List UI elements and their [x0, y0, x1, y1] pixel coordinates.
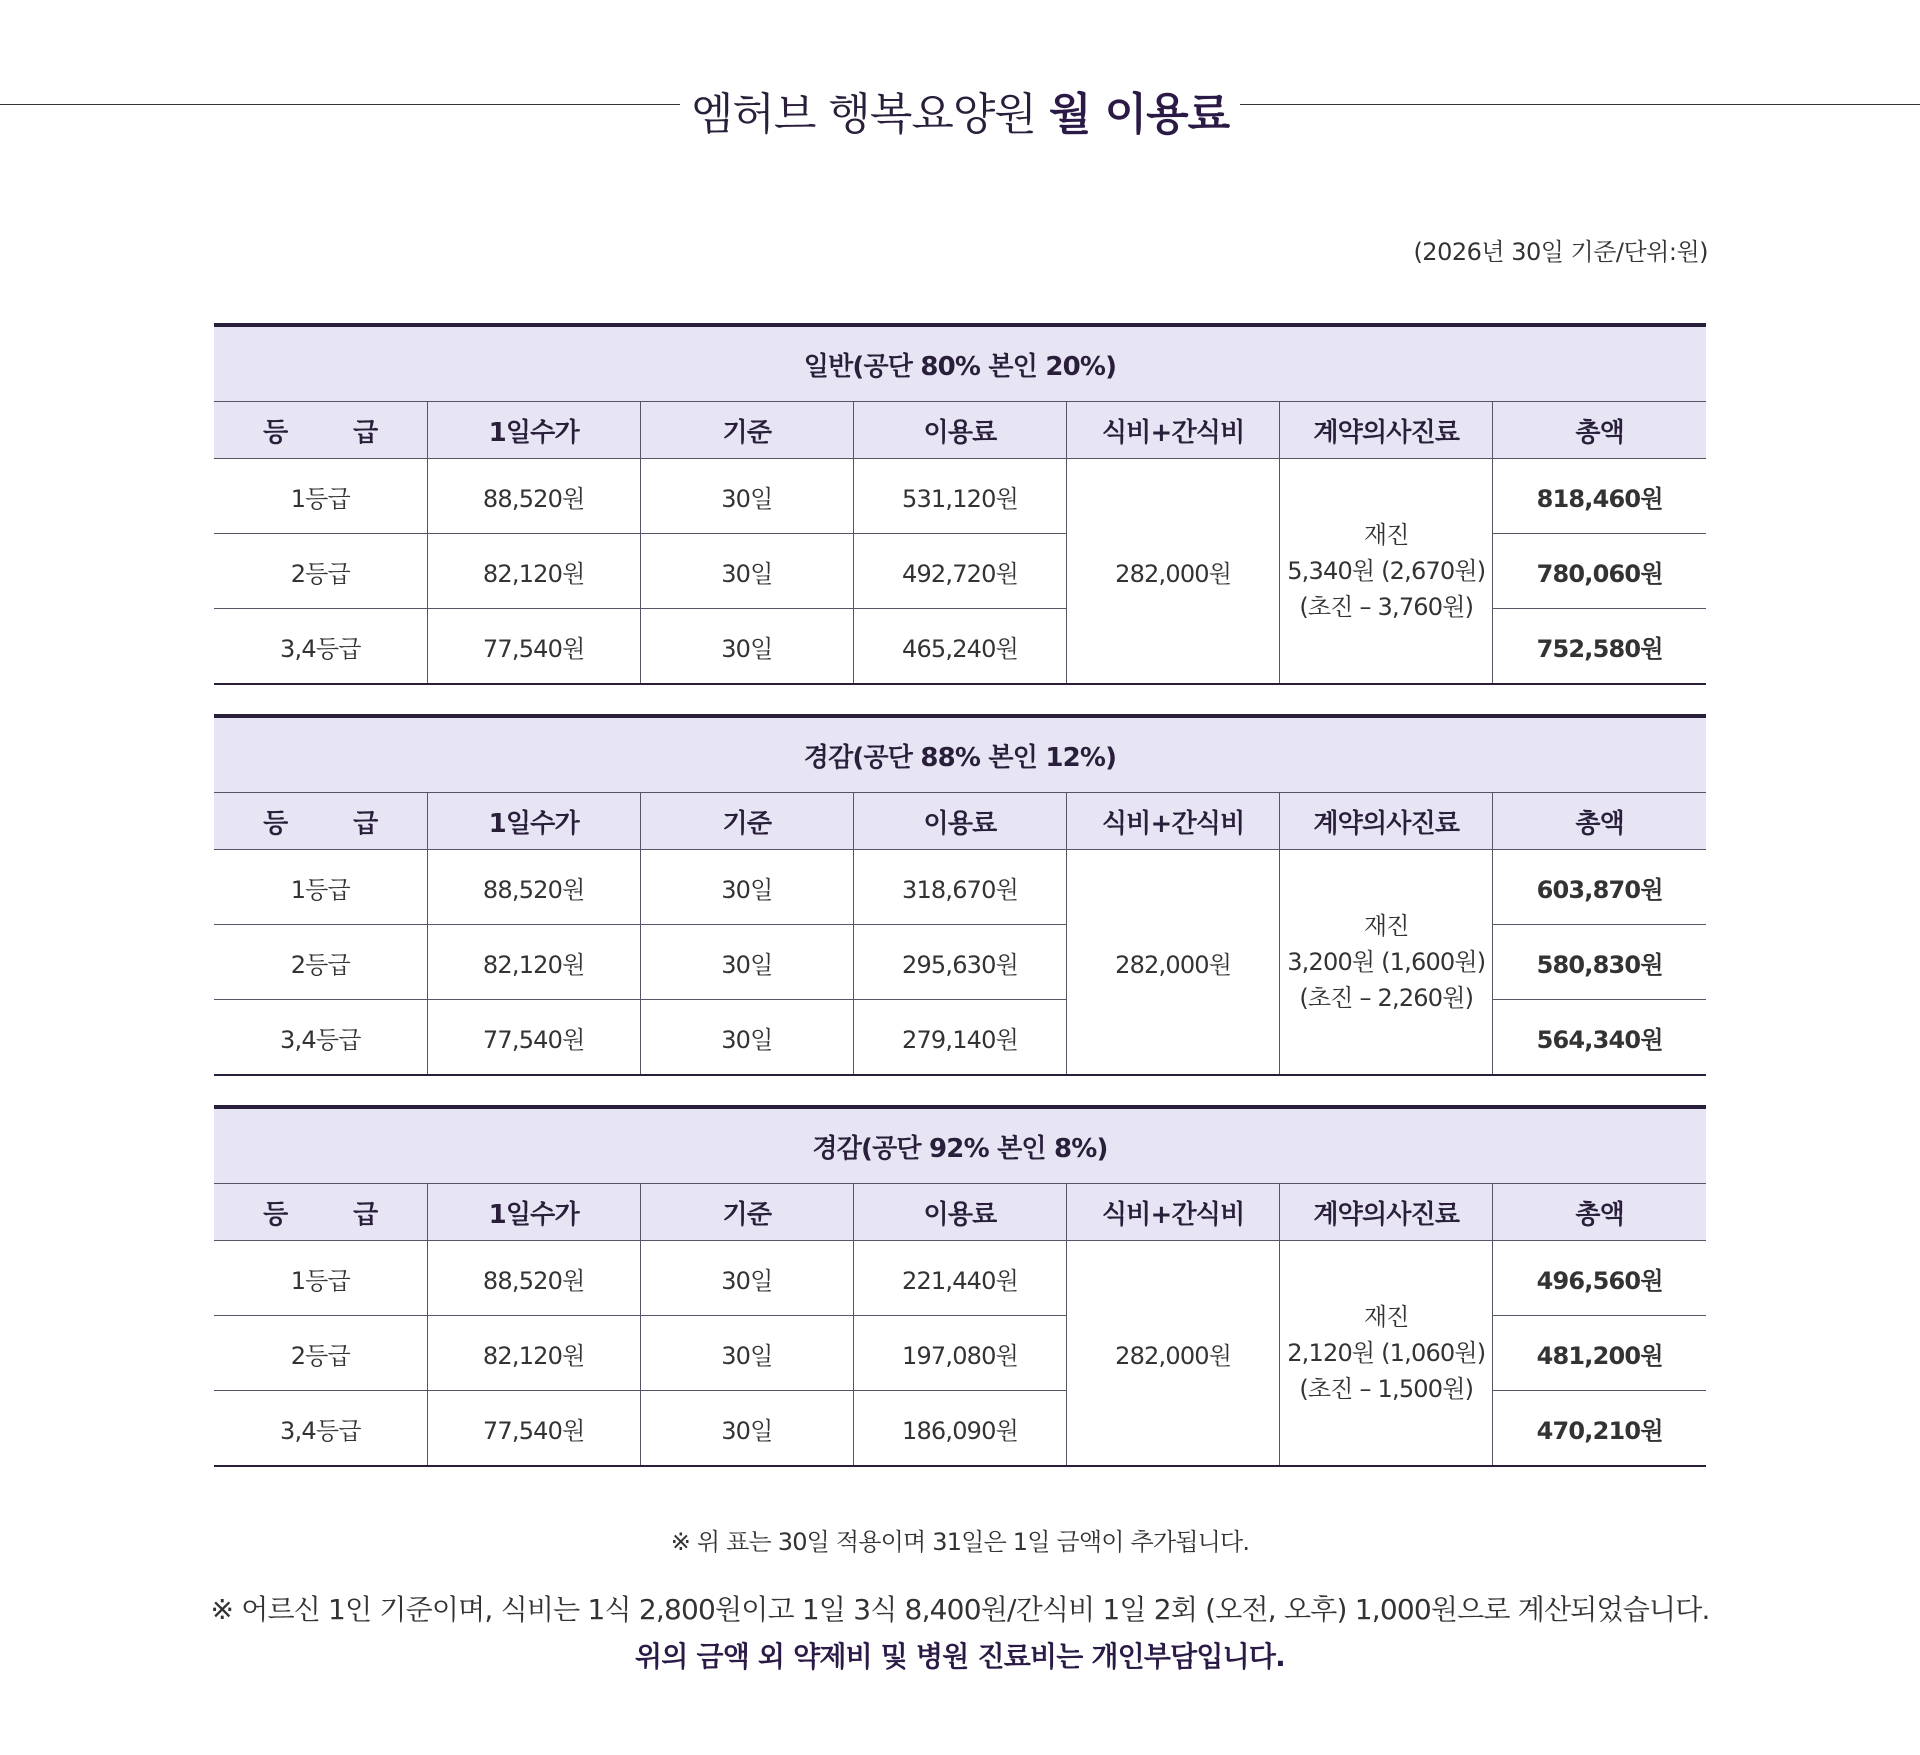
cell-total: 481,200원 [1493, 1316, 1706, 1391]
fee-table-reduced-92 [214, 1105, 1706, 1467]
cell-total: 470,210원 [1493, 1391, 1706, 1467]
table-header-row [214, 793, 1706, 850]
cell-daily: 77,540원 [427, 1391, 640, 1467]
doctor-line-3: (초진 – 3,760원) [1299, 593, 1474, 621]
table-header-row [214, 1184, 1706, 1241]
table-header-row [214, 402, 1706, 459]
col-header-meal: 식비+간식비 [1067, 402, 1280, 459]
col-header-total: 총액 [1493, 1184, 1706, 1241]
table-row [214, 1241, 1706, 1316]
cell-grade: 3,4등급 [214, 1391, 427, 1467]
table-caption: 일반(공단 80% 본인 20%) [214, 325, 1706, 402]
cell-basis: 30일 [640, 609, 853, 685]
cell-total: 496,560원 [1493, 1241, 1706, 1316]
fee-table-general [214, 323, 1706, 685]
cell-fee: 465,240원 [853, 609, 1066, 685]
footnote-31-days: ※ 위 표는 30일 적용이며 31일은 1일 금액이 추가됩니다. [670, 1528, 1250, 1556]
cell-basis: 30일 [640, 1000, 853, 1076]
col-header-daily: 1일수가 [427, 793, 640, 850]
cell-basis: 30일 [640, 1241, 853, 1316]
doctor-line-2: 3,200원 (1,600원) [1287, 948, 1486, 976]
footnote-meal-basis: ※ 어르신 1인 기준이며, 식비는 1식 2,800원이고 1일 3식 8,400원/간식비 1일 2회 (오전, 오후) 1,000원으로 계산되었습니다. [210, 1593, 1710, 1626]
cell-basis: 30일 [640, 459, 853, 534]
cell-grade: 1등급 [214, 1241, 427, 1316]
page-title-facility: 엠허브 행복요양원 [690, 89, 1036, 140]
cell-meal: 282,000원 [1067, 850, 1280, 1076]
doctor-line-3: (초진 – 2,260원) [1299, 984, 1474, 1012]
col-header-doctor: 계약의사진료 [1280, 1184, 1493, 1241]
cell-basis: 30일 [640, 534, 853, 609]
cell-daily: 82,120원 [427, 1316, 640, 1391]
col-header-doctor: 계약의사진료 [1280, 793, 1493, 850]
doctor-line-1: 재진 [1363, 912, 1409, 940]
cell-total: 603,870원 [1493, 850, 1706, 925]
col-header-grade: 등 급 [214, 402, 427, 459]
table-caption: 경감(공단 88% 본인 12%) [214, 716, 1706, 793]
table-row [214, 850, 1706, 925]
cell-daily: 88,520원 [427, 459, 640, 534]
cell-daily: 77,540원 [427, 1000, 640, 1076]
cell-grade: 3,4등급 [214, 609, 427, 685]
cell-grade: 1등급 [214, 459, 427, 534]
col-header-grade: 등 급 [214, 793, 427, 850]
cell-fee: 197,080원 [853, 1316, 1066, 1391]
col-header-daily: 1일수가 [427, 1184, 640, 1241]
col-header-total: 총액 [1493, 793, 1706, 850]
table-caption: 경감(공단 92% 본인 8%) [214, 1107, 1706, 1184]
col-header-grade: 등 급 [214, 1184, 427, 1241]
col-header-basis: 기준 [640, 793, 853, 850]
col-header-basis: 기준 [640, 1184, 853, 1241]
cell-doctor [1280, 850, 1493, 1076]
page-title [0, 78, 1920, 142]
col-header-fee: 이용료 [853, 1184, 1066, 1241]
basis-note: (2026년 30일 기준/단위:원) [1413, 238, 1708, 266]
title-area [0, 70, 1920, 140]
cell-doctor [1280, 459, 1493, 685]
doctor-line-1: 재진 [1363, 521, 1409, 549]
doctor-line-2: 5,340원 (2,670원) [1287, 557, 1486, 585]
col-header-doctor: 계약의사진료 [1280, 402, 1493, 459]
footnote-personal-expense: 위의 금액 외 약제비 및 병원 진료비는 개인부담입니다. [635, 1640, 1285, 1673]
cell-fee: 279,140원 [853, 1000, 1066, 1076]
col-header-meal: 식비+간식비 [1067, 793, 1280, 850]
cell-fee: 531,120원 [853, 459, 1066, 534]
cell-daily: 88,520원 [427, 1241, 640, 1316]
cell-grade: 2등급 [214, 1316, 427, 1391]
cell-daily: 82,120원 [427, 925, 640, 1000]
cell-fee: 221,440원 [853, 1241, 1066, 1316]
doctor-line-2: 2,120원 (1,060원) [1287, 1339, 1486, 1367]
col-header-fee: 이용료 [853, 402, 1066, 459]
cell-total: 780,060원 [1493, 534, 1706, 609]
cell-total: 818,460원 [1493, 459, 1706, 534]
cell-grade: 2등급 [214, 925, 427, 1000]
cell-basis: 30일 [640, 925, 853, 1000]
col-header-basis: 기준 [640, 402, 853, 459]
cell-meal: 282,000원 [1067, 1241, 1280, 1467]
cell-basis: 30일 [640, 850, 853, 925]
cell-grade: 3,4등급 [214, 1000, 427, 1076]
cell-total: 580,830원 [1493, 925, 1706, 1000]
cell-daily: 82,120원 [427, 534, 640, 609]
doctor-line-3: (초진 – 1,500원) [1299, 1375, 1474, 1403]
col-header-meal: 식비+간식비 [1067, 1184, 1280, 1241]
fee-table-reduced-88 [214, 714, 1706, 1076]
doctor-line-1: 재진 [1363, 1303, 1409, 1331]
page-title-emphasis: 월 이용료 [1048, 89, 1230, 140]
cell-daily: 88,520원 [427, 850, 640, 925]
cell-grade: 2등급 [214, 534, 427, 609]
table-row [214, 459, 1706, 534]
cell-grade: 1등급 [214, 850, 427, 925]
cell-doctor [1280, 1241, 1493, 1467]
cell-basis: 30일 [640, 1391, 853, 1467]
cell-total: 752,580원 [1493, 609, 1706, 685]
cell-fee: 318,670원 [853, 850, 1066, 925]
col-header-daily: 1일수가 [427, 402, 640, 459]
cell-daily: 77,540원 [427, 609, 640, 685]
cell-fee: 492,720원 [853, 534, 1066, 609]
cell-fee: 186,090원 [853, 1391, 1066, 1467]
col-header-fee: 이용료 [853, 793, 1066, 850]
cell-total: 564,340원 [1493, 1000, 1706, 1076]
cell-fee: 295,630원 [853, 925, 1066, 1000]
cell-meal: 282,000원 [1067, 459, 1280, 685]
cell-basis: 30일 [640, 1316, 853, 1391]
col-header-total: 총액 [1493, 402, 1706, 459]
